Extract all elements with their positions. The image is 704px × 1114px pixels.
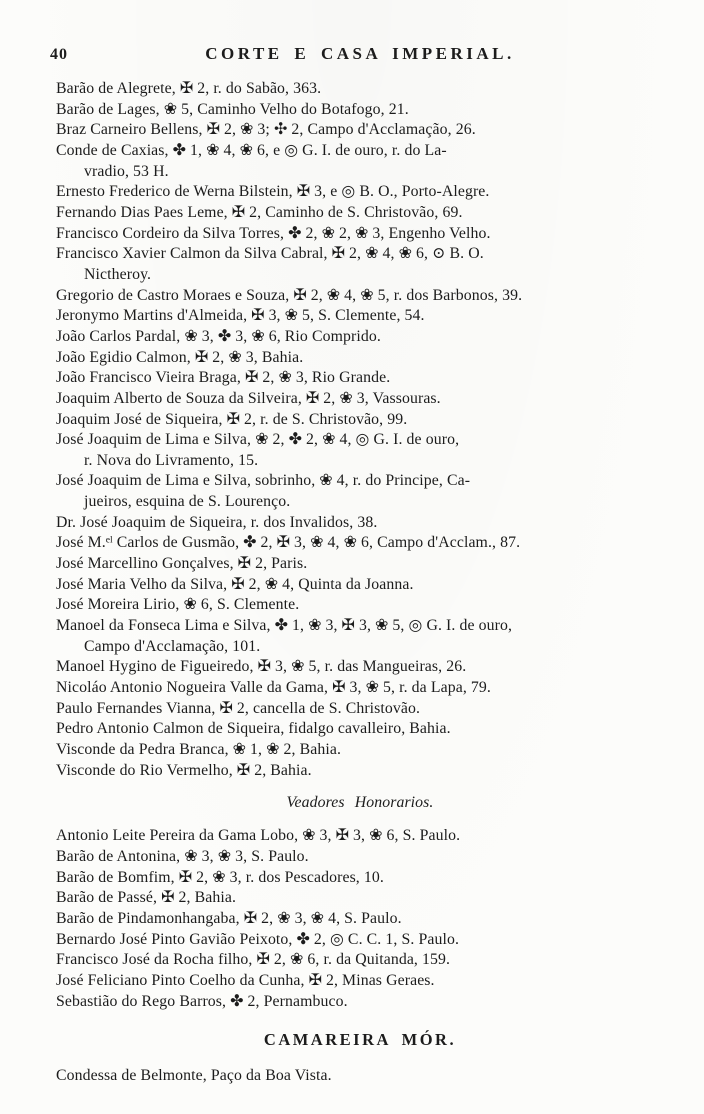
entry-line: Conde de Caxias, ✤ 1, ❀ 4, ❀ 6, e ◎ G. I. de ouro, r. do La- — [56, 141, 447, 159]
entry-line: Barão de Passé, ✠ 2, Bahia. — [56, 889, 237, 907]
entry-line: Joaquim Alberto de Souza da Silveira, ✠ 2, ❀ 3, Vassouras. — [56, 389, 441, 407]
entry-line: José Maria Velho da Silva, ✠ 2, ❀ 4, Quinta da Joanna. — [56, 575, 414, 593]
entry-continuation-line: Nictheroy. — [84, 265, 152, 283]
entry-line: Barão de Alegrete, ✠ 2, r. do Sabão, 363. — [56, 80, 322, 97]
entry-line: Manoel da Fonseca Lima e Silva, ✤ 1, ❀ 3, ✠ 3, ❀ 5, ◎ G. I. de ouro, — [56, 617, 513, 635]
entry-line: Joaquim José de Siqueira, ✠ 2, r. de S. Christovão, 99. — [56, 410, 408, 428]
entry-line: Nicoláo Antonio Nogueira Valle da Gama, ✠ 3, ❀ 5, r. da Lapa, 79. — [56, 679, 491, 697]
page-header — [50, 44, 664, 66]
page-title: CORTE E CASA IMPERIAL. — [205, 44, 515, 63]
entry-line: Sebastião do Rego Barros, ✤ 2, Pernambuco. — [56, 992, 348, 1010]
entry-line: Barão de Antonina, ❀ 3, ❀ 3, S. Paulo. — [56, 847, 309, 865]
entry-line: José Joaquim de Lima e Silva, ❀ 2, ✤ 2, ❀ 4, ◎ G. I. de ouro, — [56, 431, 460, 449]
entry-line: José Joaquim de Lima e Silva, sobrinho, ❀ 4, r. do Principe, Ca- — [56, 472, 471, 490]
entry-line: José Moreira Lirio, ❀ 6, S. Clemente. — [56, 596, 300, 614]
entry-continuation-line: vradio, 53 H. — [84, 162, 169, 180]
entry-line: Antonio Leite Pereira da Gama Lobo, ❀ 3, ✠ 3, ❀ 6, S. Paulo. — [56, 827, 461, 845]
entry-line: Barão de Lages, ❀ 5, Caminho Velho do Botafogo, 21. — [56, 100, 409, 118]
entry-line: José M.ᵉˡ Carlos de Gusmão, ✤ 2, ✠ 3, ❀ 4, ❀ 6, Campo d'Acclam., 87. — [56, 534, 521, 552]
entry-line: João Francisco Vieira Braga, ✠ 2, ❀ 3, Rio Grande. — [56, 369, 391, 387]
entry-line: Fernando Dias Paes Leme, ✠ 2, Caminho de S. Christovão, 69. — [56, 203, 463, 221]
entry-line: João Carlos Pardal, ❀ 3, ✤ 3, ❀ 6, Rio Comprido. — [56, 327, 381, 345]
entry-continuation-line: Campo d'Acclamação, 101. — [84, 637, 261, 655]
entry-line: Francisco Xavier Calmon da Silva Cabral, ✠ 2, ❀ 4, ❀ 6, ⊙ B. O. — [56, 245, 484, 263]
entry-line: Braz Carneiro Bellens, ✠ 2, ❀ 3; ✣ 2, Campo d'Acclamação, 26. — [56, 121, 476, 139]
entry-continuation-line: jueiros, esquina de S. Lourenço. — [84, 493, 291, 511]
entry-line: José Marcellino Gonçalves, ✠ 2, Paris. — [56, 555, 308, 573]
entry-line: Francisco José da Rocha filho, ✠ 2, ❀ 6, r. da Quitanda, 159. — [56, 951, 451, 969]
section-heading: CAMAREIRA MÓR. — [263, 1030, 457, 1050]
page-number: 40 — [50, 46, 68, 63]
entry-line: Ernesto Frederico de Werna Bilstein, ✠ 3, e ◎ B. O., Porto-Alegre. — [56, 183, 490, 201]
entry-line: Manoel Hygino de Figueiredo, ✠ 3, ❀ 5, r. das Mangueiras, 26. — [56, 658, 467, 676]
entry-line: Visconde da Pedra Branca, ❀ 1, ❀ 2, Bahia. — [56, 741, 342, 758]
entry-continuation-line: r. Nova do Livramento, 15. — [84, 451, 259, 469]
entry-line: Francisco Cordeiro da Silva Torres, ✤ 2, ❀ 2, ❀ 3, Engenho Velho. — [56, 224, 491, 242]
entry-line: José Feliciano Pinto Coelho da Cunha, ✠ 2, Minas Geraes. — [56, 971, 435, 989]
entries-list — [56, 79, 664, 1087]
entry-line: João Egidio Calmon, ✠ 2, ❀ 3, Bahia. — [56, 348, 304, 366]
entry-line: Gregorio de Castro Moraes e Souza, ✠ 2, ❀ 4, ❀ 5, r. dos Barbonos, 39. — [56, 286, 523, 304]
entry-line: Barão de Pindamonhangaba, ✠ 2, ❀ 3, ❀ 4, S. Paulo. — [56, 909, 402, 927]
entry-line: Jeronymo Martins d'Almeida, ✠ 3, ❀ 5, S. Clemente, 54. — [56, 307, 425, 325]
entry-line: Barão de Bomfim, ✠ 2, ❀ 3, r. dos Pescadores, 10. — [56, 868, 384, 886]
section-heading: Veadores Honorarios. — [286, 794, 434, 812]
entry-line: Pedro Antonio Calmon de Siqueira, fidalgo cavalleiro, Bahia. — [56, 720, 451, 738]
entry-line: Paulo Fernandes Vianna, ✠ 2, cancella de S. Christovão. — [56, 699, 421, 717]
entry-line: Dr. José Joaquim de Siqueira, r. dos Invalidos, 38. — [56, 513, 378, 531]
entry-line: Visconde do Rio Vermelho, ✠ 2, Bahia. — [56, 761, 312, 779]
entry-line: Bernardo José Pinto Gavião Peixoto, ✤ 2, ◎ C. C. 1, S. Paulo. — [56, 930, 460, 948]
entry-line: Condessa de Belmonte, Paço da Boa Vista. — [56, 1067, 332, 1085]
